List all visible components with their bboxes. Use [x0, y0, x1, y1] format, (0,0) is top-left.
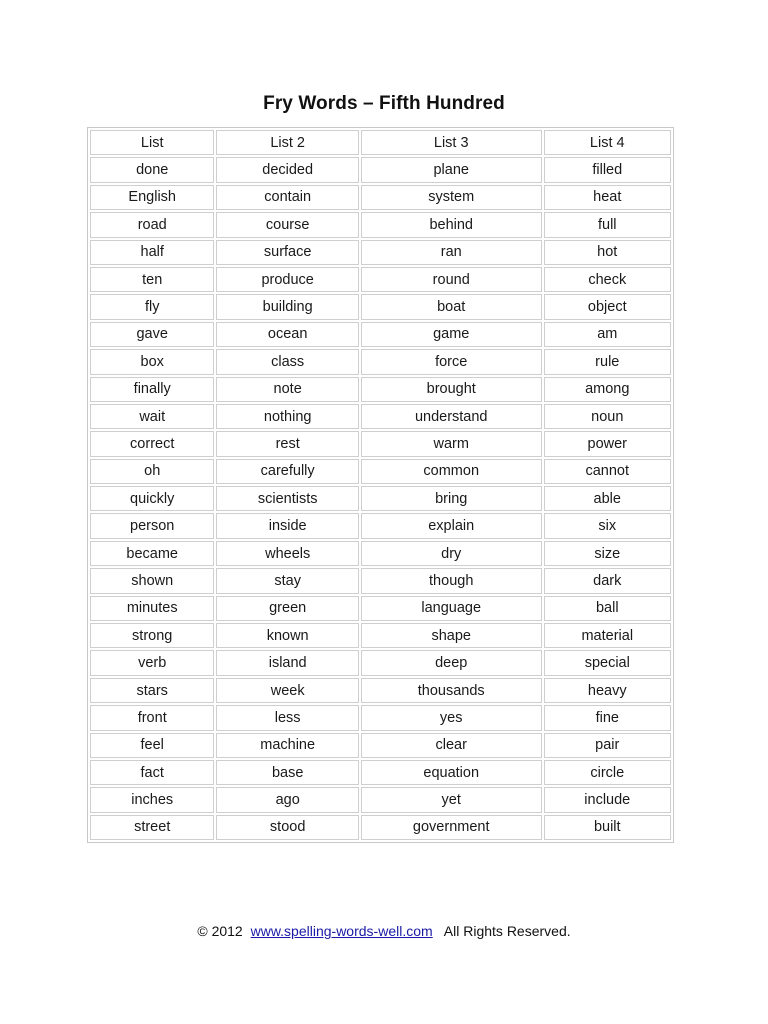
- table-row: [90, 267, 671, 292]
- word-cell-list-2: class: [216, 349, 358, 374]
- word-cell-list-1: front: [90, 705, 214, 730]
- table-row: [90, 760, 671, 785]
- column-header-list-2: List 2: [216, 130, 358, 155]
- word-cell-list-3: though: [361, 568, 542, 593]
- word-cell-list-2: green: [216, 596, 358, 621]
- word-cell-list-3: ran: [361, 240, 542, 265]
- table-row: [90, 733, 671, 758]
- word-cell-list-3: thousands: [361, 678, 542, 703]
- word-cell-list-4: object: [544, 294, 671, 319]
- word-cell-list-1: box: [90, 349, 214, 374]
- word-cell-list-3: explain: [361, 513, 542, 538]
- word-cell-list-1: strong: [90, 623, 214, 648]
- word-cell-list-1: verb: [90, 650, 214, 675]
- word-cell-list-1: shown: [90, 568, 214, 593]
- table-body: [90, 157, 671, 840]
- table-row: [90, 705, 671, 730]
- word-cell-list-1: oh: [90, 459, 214, 484]
- word-cell-list-4: among: [544, 377, 671, 402]
- word-cell-list-2: week: [216, 678, 358, 703]
- word-cell-list-1: done: [90, 157, 214, 182]
- word-cell-list-3: language: [361, 596, 542, 621]
- word-cell-list-3: behind: [361, 212, 542, 237]
- table-row: [90, 212, 671, 237]
- word-cell-list-4: material: [544, 623, 671, 648]
- table-row: [90, 568, 671, 593]
- word-cell-list-2: base: [216, 760, 358, 785]
- table-header-row: [90, 130, 671, 155]
- word-cell-list-3: shape: [361, 623, 542, 648]
- word-cell-list-4: check: [544, 267, 671, 292]
- table-row: [90, 459, 671, 484]
- word-cell-list-4: built: [544, 815, 671, 840]
- word-cell-list-2: carefully: [216, 459, 358, 484]
- word-cell-list-3: bring: [361, 486, 542, 511]
- word-cell-list-2: stood: [216, 815, 358, 840]
- word-cell-list-3: system: [361, 185, 542, 210]
- word-cell-list-3: game: [361, 322, 542, 347]
- table-row: [90, 513, 671, 538]
- word-cell-list-1: person: [90, 513, 214, 538]
- table-row: [90, 678, 671, 703]
- word-cell-list-4: cannot: [544, 459, 671, 484]
- page-title: Fry Words – Fifth Hundred: [263, 93, 505, 114]
- table-row: [90, 240, 671, 265]
- word-cell-list-2: ocean: [216, 322, 358, 347]
- column-header-list-4: List 4: [544, 130, 671, 155]
- word-cell-list-4: hot: [544, 240, 671, 265]
- word-cell-list-2: island: [216, 650, 358, 675]
- word-cell-list-2: ago: [216, 787, 358, 812]
- word-cell-list-1: finally: [90, 377, 214, 402]
- word-cell-list-3: equation: [361, 760, 542, 785]
- word-cell-list-4: heat: [544, 185, 671, 210]
- word-cell-list-3: deep: [361, 650, 542, 675]
- table-row: [90, 404, 671, 429]
- word-cell-list-4: special: [544, 650, 671, 675]
- word-cell-list-4: size: [544, 541, 671, 566]
- word-cell-list-2: decided: [216, 157, 358, 182]
- word-cell-list-1: inches: [90, 787, 214, 812]
- word-cell-list-2: course: [216, 212, 358, 237]
- fry-words-table: [87, 127, 674, 843]
- table-row: [90, 157, 671, 182]
- word-cell-list-4: full: [544, 212, 671, 237]
- word-cell-list-4: ball: [544, 596, 671, 621]
- word-cell-list-4: power: [544, 431, 671, 456]
- table-row: [90, 486, 671, 511]
- column-header-list-3: List 3: [361, 130, 542, 155]
- word-cell-list-4: six: [544, 513, 671, 538]
- word-cell-list-1: ten: [90, 267, 214, 292]
- word-cell-list-4: dark: [544, 568, 671, 593]
- table-row: [90, 431, 671, 456]
- table-row: [90, 185, 671, 210]
- word-cell-list-1: gave: [90, 322, 214, 347]
- word-cell-list-2: scientists: [216, 486, 358, 511]
- word-cell-list-3: understand: [361, 404, 542, 429]
- word-cell-list-2: known: [216, 623, 358, 648]
- word-cell-list-1: minutes: [90, 596, 214, 621]
- website-link[interactable]: www.spelling-words-well.com: [250, 923, 433, 939]
- word-cell-list-2: inside: [216, 513, 358, 538]
- table-row: [90, 650, 671, 675]
- word-cell-list-1: fly: [90, 294, 214, 319]
- column-header-list-1: List: [90, 130, 214, 155]
- word-cell-list-2: building: [216, 294, 358, 319]
- word-cell-list-3: yes: [361, 705, 542, 730]
- word-cell-list-3: round: [361, 267, 542, 292]
- table-row: [90, 349, 671, 374]
- rights-text: All Rights Reserved.: [443, 923, 571, 939]
- word-cell-list-4: filled: [544, 157, 671, 182]
- table-row: [90, 377, 671, 402]
- word-cell-list-3: boat: [361, 294, 542, 319]
- word-cell-list-3: common: [361, 459, 542, 484]
- word-cell-list-4: fine: [544, 705, 671, 730]
- copyright-text: © 2012: [197, 923, 243, 939]
- word-cell-list-1: road: [90, 212, 214, 237]
- word-cell-list-3: force: [361, 349, 542, 374]
- table-row: [90, 322, 671, 347]
- table-row: [90, 541, 671, 566]
- word-cell-list-1: half: [90, 240, 214, 265]
- word-cell-list-1: feel: [90, 733, 214, 758]
- word-cell-list-2: rest: [216, 431, 358, 456]
- word-cell-list-1: wait: [90, 404, 214, 429]
- word-cell-list-4: include: [544, 787, 671, 812]
- table-row: [90, 623, 671, 648]
- word-cell-list-1: correct: [90, 431, 214, 456]
- table-row: [90, 815, 671, 840]
- footer: [0, 923, 768, 939]
- word-cell-list-2: contain: [216, 185, 358, 210]
- word-cell-list-4: am: [544, 322, 671, 347]
- word-cell-list-2: nothing: [216, 404, 358, 429]
- word-cell-list-3: brought: [361, 377, 542, 402]
- table-row: [90, 596, 671, 621]
- word-cell-list-3: warm: [361, 431, 542, 456]
- word-cell-list-3: plane: [361, 157, 542, 182]
- word-cell-list-4: heavy: [544, 678, 671, 703]
- word-cell-list-1: quickly: [90, 486, 214, 511]
- word-cell-list-2: surface: [216, 240, 358, 265]
- word-cell-list-1: street: [90, 815, 214, 840]
- word-cell-list-3: dry: [361, 541, 542, 566]
- word-cell-list-2: produce: [216, 267, 358, 292]
- word-cell-list-3: government: [361, 815, 542, 840]
- word-cell-list-2: stay: [216, 568, 358, 593]
- word-cell-list-4: circle: [544, 760, 671, 785]
- word-cell-list-4: pair: [544, 733, 671, 758]
- word-cell-list-2: machine: [216, 733, 358, 758]
- table-row: [90, 787, 671, 812]
- word-cell-list-2: less: [216, 705, 358, 730]
- word-cell-list-4: rule: [544, 349, 671, 374]
- word-cell-list-1: became: [90, 541, 214, 566]
- word-cell-list-2: note: [216, 377, 358, 402]
- word-cell-list-1: fact: [90, 760, 214, 785]
- word-cell-list-2: wheels: [216, 541, 358, 566]
- word-cell-list-1: stars: [90, 678, 214, 703]
- word-cell-list-4: able: [544, 486, 671, 511]
- word-cell-list-3: yet: [361, 787, 542, 812]
- word-cell-list-3: clear: [361, 733, 542, 758]
- word-cell-list-4: noun: [544, 404, 671, 429]
- table-row: [90, 294, 671, 319]
- word-cell-list-1: English: [90, 185, 214, 210]
